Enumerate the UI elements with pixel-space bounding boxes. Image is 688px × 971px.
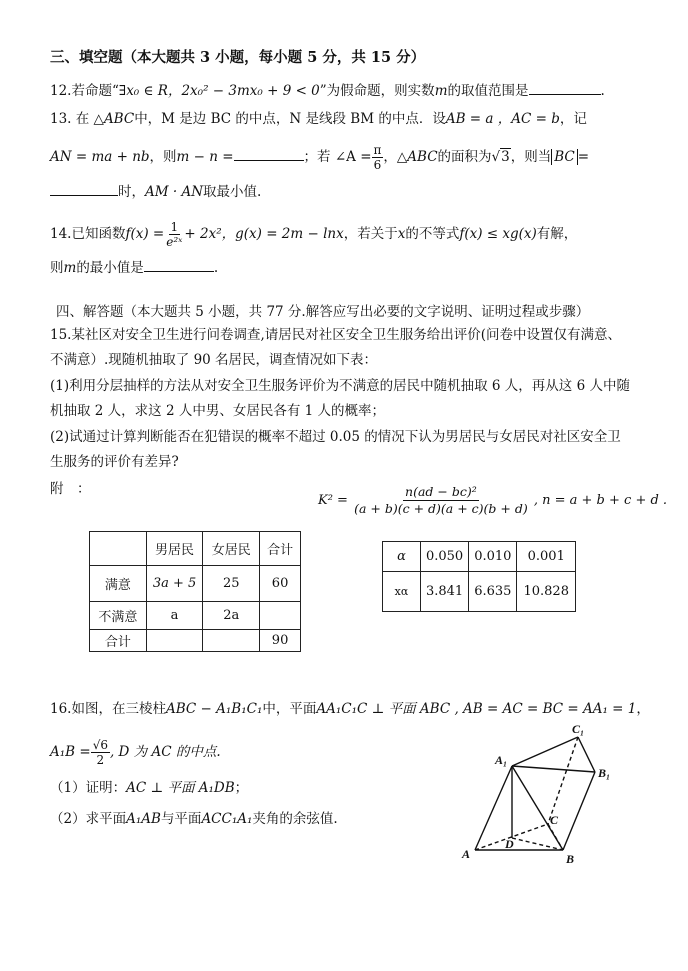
q14-x: x	[397, 226, 406, 242]
t2-r0c1: 0.050	[420, 542, 468, 572]
edge-c1-b1	[578, 737, 595, 772]
q15-line2: 不满意）.现随机抽取了 90 名居民，调查情况如下表：	[50, 352, 378, 368]
t1-h2: 女居民	[203, 532, 260, 566]
q16-a1b: A₁B =	[50, 744, 91, 760]
q14-f: f(x) =	[125, 226, 165, 242]
q16-conditions: AA₁C₁C ⊥ 平面 ABC , AB = AC = BC = AA₁ = 1	[316, 701, 637, 717]
q14-blank[interactable]	[144, 257, 214, 272]
q13-text-i: 时，	[118, 184, 145, 200]
k2-numerator: n(ad − bc)²	[405, 484, 477, 499]
q13-m-minus-n: m − n =	[176, 149, 234, 165]
q13-an-vector: AN = ma + nb	[50, 149, 150, 165]
question-14-line2	[50, 257, 218, 277]
q16-sqrt6: √6	[92, 738, 108, 752]
q14-e2x: e²ˣ	[166, 235, 183, 249]
label-c: C	[550, 813, 559, 827]
q12-text-a: 12.若命题“	[50, 83, 119, 99]
q16-part1	[50, 779, 248, 797]
q13-dot-product: AM · AN	[145, 184, 204, 200]
q15-line1: 15.某社区对安全卫生进行问卷调查,请居民对社区安全卫生服务给出评价(问卷中设置仅有满意、	[50, 327, 622, 343]
q14-text-c: 的不等式	[405, 226, 460, 242]
t1-r1c2: 2a	[203, 602, 260, 630]
q13-six: 6	[373, 158, 382, 172]
q12-end: .	[600, 83, 605, 99]
q13-blank-2[interactable]	[50, 181, 118, 196]
t1-r2c0: 合计	[90, 630, 147, 652]
edge-a1-b1	[512, 766, 595, 772]
q16-line2	[50, 738, 221, 767]
t1-r0c0: 满意	[90, 566, 147, 602]
q12-answer-blank[interactable]	[529, 80, 601, 95]
q13-text-c: ，记	[559, 111, 587, 127]
q12-text-c: 的取值范围是	[447, 83, 529, 99]
q13-vectors: AB = a ，AC = b	[445, 111, 560, 127]
q13-text-b: 中，M 是边 BC 的中点，N 是线段 BM 的中点．设	[134, 111, 446, 127]
q15-line5: (2)试通过计算判断能否在犯错误的概率不超过 0.05 的情况下认为男居民与女居民对社区安全卫	[50, 429, 621, 445]
t2-r1c2: 6.635	[469, 572, 517, 612]
q16-midpoint: , D 为 AC 的中点.	[109, 744, 221, 760]
k2-denominator: (a + b)(c + d)(a + c)(b + d)	[354, 501, 528, 516]
q16-p2-plane2: ACC₁A₁	[201, 811, 253, 827]
q13-pi: π	[373, 143, 382, 157]
q13-blank-1[interactable]	[234, 146, 304, 161]
t1-r2c3: 90	[260, 630, 301, 652]
q13-text-g: 的面积为	[437, 149, 492, 165]
q16-line1	[50, 700, 650, 718]
q13-text-e: ；若 ∠A =	[303, 149, 372, 165]
question-13-line2: AN = ma + nb，则m − n = ；若 ∠A = $\frac{\pi}{6}$ ，△ABC的面积为√3，则当 BC =	[50, 143, 590, 172]
q12-text-b: ”为假命题，则实数	[319, 83, 435, 99]
q13-sqrt3: 3	[501, 149, 510, 165]
k2-right: , n = a + b + c + d .	[533, 493, 668, 508]
survey-table	[89, 531, 301, 652]
q13-abc: ABC	[103, 111, 135, 127]
question-13-line3	[50, 181, 261, 201]
edge-b1-b	[563, 772, 595, 850]
q12-math: ∃x₀ ∈ R，2x₀² − 3mx₀ + 9 < 0	[118, 83, 320, 99]
q14-m: m	[63, 260, 77, 276]
q13-text-a: 13. 在 △	[50, 111, 104, 127]
label-b: B	[566, 852, 575, 865]
q14-g: g(x) = 2m − lnx	[235, 226, 344, 242]
t2-r0c3: 0.001	[517, 542, 576, 572]
q16-text-b: 中，平面	[262, 701, 317, 717]
q14-text-a: 14.已知函数	[50, 226, 126, 242]
t1-h0	[90, 532, 147, 566]
q14-text-e: 则	[50, 260, 64, 276]
q13-bc-abs: BC	[551, 149, 578, 165]
q16-p2-plane1: A₁AB	[126, 811, 161, 827]
q13-text-h: ，则当	[510, 149, 552, 165]
q13-eq: =	[577, 149, 590, 165]
q16-prism: ABC − A₁B₁C₁	[165, 701, 263, 717]
t1-r2c2	[203, 630, 260, 652]
q16-p1-text-a: （1）证明：	[50, 780, 127, 796]
t1-r0c1: 3a + 5	[146, 566, 203, 602]
q13-text-f: ，△	[383, 149, 408, 165]
t2-r0c2: 0.010	[469, 542, 517, 572]
k2-left: K² =	[318, 493, 348, 508]
section4-heading: 四、解答题（本大题共 5 小题，共 77 分.解答应写出必要的文字说明、证明过程或步骤）	[56, 304, 590, 320]
t1-r2c1	[146, 630, 203, 652]
t1-r0c2: 25	[203, 566, 260, 602]
t2-r1c1: 3.841	[420, 572, 468, 612]
k2-formula	[318, 484, 667, 517]
q16-p2-text-a: （2）求平面	[50, 811, 127, 827]
q12-var: m	[434, 83, 448, 99]
t1-r0c3: 60	[260, 566, 301, 602]
label-c1: C₁	[572, 722, 585, 736]
q13-text-d: ，则	[149, 149, 177, 165]
q16-p1-math: AC ⊥ 平面 A₁DB	[126, 780, 235, 796]
q14-text-b: ，若关于	[343, 226, 398, 242]
label-b1: B₁	[598, 766, 611, 780]
t1-r1c1: a	[146, 602, 203, 630]
t2-r1c0: xα	[383, 572, 421, 612]
t2-r0c0: α	[383, 542, 421, 572]
section3-heading: 三、填空题（本大题共 3 小题，每小题 5 分，共 15 分）	[50, 49, 426, 66]
q13-abc-2: ABC	[407, 149, 438, 165]
label-a1: A₁	[495, 753, 508, 767]
q14-plus: + 2x²，	[184, 226, 236, 242]
critical-value-table	[382, 541, 576, 612]
q16-two: 2	[96, 753, 105, 767]
q15-attach: 附 ：	[50, 481, 91, 497]
t1-h1: 男居民	[146, 532, 203, 566]
q16-text-a: 16.如图，在三棱柱	[50, 701, 166, 717]
question-14-line1	[50, 220, 577, 249]
q16-p2-text-b: 与平面	[160, 811, 202, 827]
q14-text-f: 的最小值是	[76, 260, 144, 276]
q15-line4: 机抽取 2 人，求这 2 人中男、女居民各有 1 人的概率；	[50, 403, 386, 419]
q15-line6: 生服务的评价有差异?	[50, 454, 179, 470]
q14-end: .	[213, 260, 219, 276]
q16-p1-text-b: ；	[234, 780, 249, 796]
t2-r1c3: 10.828	[517, 572, 576, 612]
q14-ineq: f(x) ≤ xg(x)	[459, 226, 537, 242]
t1-r1c0: 不满意	[90, 602, 147, 630]
q15-line3: (1)利用分层抽样的方法从对安全卫生服务评价为不满意的居民中随机抽取 6 人，再从这 6 人中随	[50, 378, 630, 394]
question-13-line1	[50, 110, 587, 128]
q14-one: 1	[170, 220, 179, 234]
q16-text-c: ，	[636, 701, 650, 717]
q14-text-d: 有解，	[536, 226, 578, 242]
edge-a1-c1	[512, 737, 578, 766]
edge-d-b	[512, 838, 563, 850]
t1-r1c3	[260, 602, 301, 630]
prism-figure	[460, 720, 620, 865]
q16-part2	[50, 810, 338, 828]
q16-p2-text-c: 夹角的余弦值.	[252, 811, 338, 827]
label-d: D	[505, 837, 514, 851]
label-a: A	[462, 847, 471, 861]
edge-c1-c	[548, 737, 578, 824]
t1-h3: 合计	[260, 532, 301, 566]
q13-text-j: 取最小值.	[203, 184, 262, 200]
question-12	[50, 80, 605, 100]
